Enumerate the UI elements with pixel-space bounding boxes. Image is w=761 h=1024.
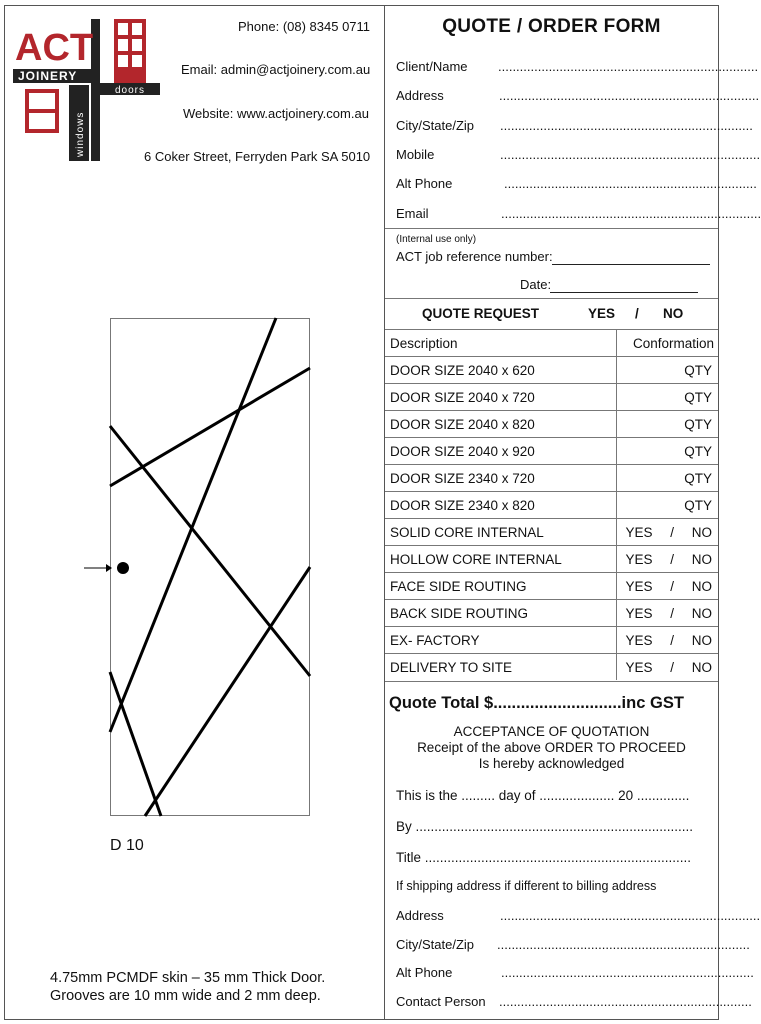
field-dots: ...................................................................... [501, 965, 754, 980]
shipping-city-field[interactable] [396, 937, 750, 952]
quote-request-yes[interactable]: YES [588, 306, 616, 321]
field-label: Mobile [396, 147, 435, 162]
row-description: DOOR SIZE 2040 x 820 [385, 411, 617, 438]
row-yes-no[interactable]: YES / NO [617, 627, 719, 654]
shipping-address-field[interactable] [396, 908, 761, 923]
acceptance-line-1: Receipt of the above ORDER TO PROCEED [417, 740, 686, 755]
row-description: DELIVERY TO SITE [385, 654, 617, 681]
header-conformation: Conformation [617, 330, 719, 357]
door-drawing [110, 318, 310, 816]
date-field[interactable] [520, 277, 551, 292]
client-city-field[interactable] [396, 118, 753, 133]
logo-joinery-text: JOINERY [18, 69, 78, 83]
acceptance-date-field[interactable]: This is the ......... day of .................... 20 .............. [396, 788, 690, 803]
quote-request-no[interactable]: NO [663, 306, 684, 321]
internal-use-note: (Internal use only) [396, 234, 477, 245]
shipping-alt-phone-field[interactable] [396, 965, 754, 980]
field-label: City/State/Zip [396, 937, 475, 952]
field-label: Alt Phone [396, 176, 453, 191]
row-description: DOOR SIZE 2040 x 620 [385, 357, 617, 384]
date-label: Date: [520, 277, 552, 292]
shipping-note: If shipping address if different to billing address [396, 879, 657, 893]
row-description: DOOR SIZE 2340 x 720 [385, 465, 617, 492]
door-spec-line-2: Grooves are 10 mm wide and 2 mm deep. [50, 988, 321, 1004]
table-row [385, 546, 718, 573]
row-yes-no[interactable]: YES / NO [617, 654, 719, 681]
quote-request-slash: / [635, 306, 639, 321]
field-label: Email [396, 206, 429, 221]
field-dots: ...................................................................... [497, 937, 750, 952]
job-reference-label: ACT job reference number: [396, 249, 553, 264]
table-row [385, 573, 718, 600]
section-divider [385, 298, 718, 299]
field-dots: ........................................................................ [500, 908, 761, 923]
row-description: DOOR SIZE 2340 x 820 [385, 492, 617, 519]
company-logo [13, 17, 165, 165]
row-description: DOOR SIZE 2040 x 720 [385, 384, 617, 411]
row-qty[interactable]: QTY [617, 492, 719, 519]
company-email[interactable]: Email: admin@actjoinery.com.au [181, 62, 371, 77]
quote-total[interactable]: Quote Total $............................inc GST [389, 694, 684, 712]
arrow-icon [106, 564, 112, 572]
row-yes-no[interactable]: YES / NO [617, 519, 719, 546]
field-label: Address [396, 88, 444, 103]
section-divider [385, 228, 718, 229]
row-qty[interactable]: QTY [617, 465, 719, 492]
field-dots: ........................................................................ [500, 147, 761, 162]
client-address-field[interactable] [396, 88, 760, 103]
table-row [385, 411, 718, 438]
title-field[interactable]: Title ....................................................................... [396, 850, 692, 865]
quote-request-label: QUOTE REQUEST [422, 306, 540, 321]
client-mobile-field[interactable] [396, 147, 761, 162]
row-description: FACE SIDE ROUTING [385, 573, 617, 600]
table-row [385, 384, 718, 411]
field-dots: ........................................................................ [501, 206, 761, 221]
job-reference-underline [552, 264, 710, 265]
row-qty[interactable]: QTY [617, 384, 719, 411]
row-qty[interactable]: QTY [617, 357, 719, 384]
client-name-field[interactable] [396, 59, 759, 74]
order-table [385, 329, 718, 680]
table-row [385, 492, 718, 519]
door-code: D 10 [110, 837, 144, 854]
job-reference-field[interactable] [396, 249, 553, 264]
form-title: QUOTE / ORDER FORM [442, 16, 661, 37]
field-dots: ........................................................................ [499, 88, 760, 103]
acceptance-title: ACCEPTANCE OF QUOTATION [453, 724, 650, 739]
logo-windows-text: windows [75, 111, 86, 157]
company-website[interactable]: Website: www.actjoinery.com.au [183, 106, 369, 121]
table-row [385, 357, 718, 384]
client-alt-phone-field[interactable] [396, 176, 757, 191]
row-description: SOLID CORE INTERNAL [385, 519, 617, 546]
field-dots: ...................................................................... [500, 118, 753, 133]
logo-act-text: ACT [15, 27, 94, 69]
logo-doors-text: doors [115, 85, 146, 96]
table-row [385, 438, 718, 465]
client-email-field[interactable] [396, 206, 761, 221]
table-row [385, 600, 718, 627]
row-yes-no[interactable]: YES / NO [617, 546, 719, 573]
field-dots: ........................................................................ [498, 59, 759, 74]
row-qty[interactable]: QTY [617, 411, 719, 438]
row-description: HOLLOW CORE INTERNAL [385, 546, 617, 573]
handle-position-marker [84, 558, 130, 578]
header-description: Description [385, 330, 617, 357]
table-row [385, 627, 718, 654]
handle-dot-icon [117, 562, 129, 574]
date-underline [550, 292, 698, 293]
acceptance-line-2: Is hereby acknowledged [478, 756, 625, 771]
field-dots: ...................................................................... [504, 176, 757, 191]
company-phone: Phone: (08) 8345 0711 [238, 19, 371, 34]
section-divider [385, 681, 718, 682]
table-header-row [385, 330, 718, 357]
row-yes-no[interactable]: YES / NO [617, 600, 719, 627]
company-address: 6 Coker Street, Ferryden Park SA 5010 [144, 149, 371, 164]
table-row [385, 465, 718, 492]
field-dots: ...................................................................... [499, 994, 752, 1009]
table-row [385, 654, 718, 681]
table-row [385, 519, 718, 546]
row-description: DOOR SIZE 2040 x 920 [385, 438, 617, 465]
field-label: City/State/Zip [396, 118, 475, 133]
row-description: EX- FACTORY [385, 627, 617, 654]
order-form [385, 6, 761, 1019]
row-qty[interactable]: QTY [617, 438, 719, 465]
field-label: Client/Name [396, 59, 468, 74]
door-spec-line-1: 4.75mm PCMDF skin – 35 mm Thick Door. [50, 970, 326, 986]
shipping-contact-field[interactable] [396, 994, 752, 1009]
field-label: Alt Phone [396, 965, 453, 980]
by-field[interactable]: By .......................................................................... [396, 819, 694, 834]
field-label: Contact Person [396, 994, 486, 1009]
field-label: Address [396, 908, 444, 923]
row-description: BACK SIDE ROUTING [385, 600, 617, 627]
row-yes-no[interactable]: YES / NO [617, 573, 719, 600]
